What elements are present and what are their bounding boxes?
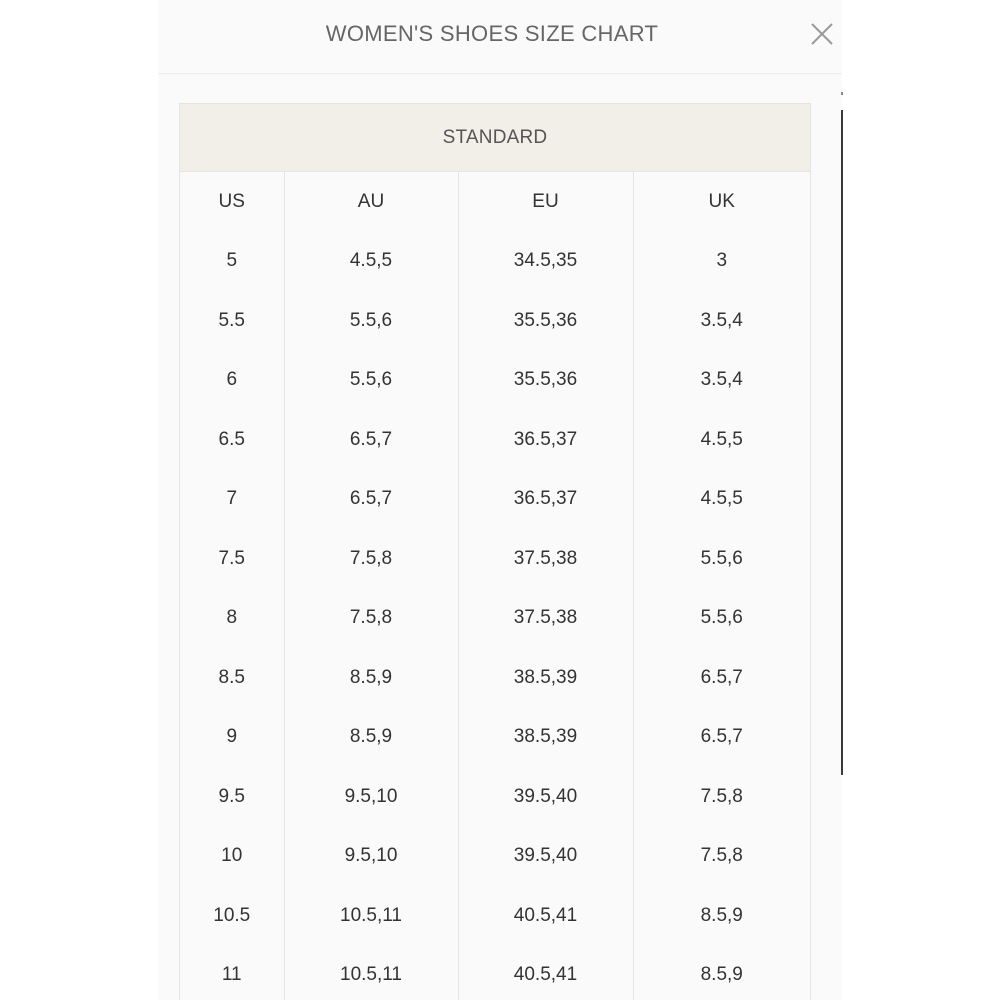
size-cell-au: 9.5,10 bbox=[284, 827, 458, 887]
size-cell-au: 9.5,10 bbox=[284, 767, 458, 827]
size-cell-au: 6.5,7 bbox=[284, 470, 458, 530]
table-row bbox=[180, 886, 810, 946]
size-table bbox=[180, 172, 810, 1000]
size-cell-eu: 37.5,38 bbox=[458, 529, 633, 589]
table-row bbox=[180, 708, 810, 768]
size-cell-us: 8.5 bbox=[218, 666, 245, 688]
size-cell-us: 5.5 bbox=[218, 309, 245, 331]
size-cell-au: 10.5,11 bbox=[284, 946, 458, 1000]
size-cell-eu: 36.5,37 bbox=[458, 470, 633, 530]
standard-group-header: STANDARD bbox=[180, 104, 810, 172]
size-rows bbox=[180, 232, 810, 1000]
table-row bbox=[180, 589, 810, 649]
table-row bbox=[180, 827, 810, 887]
modal-title: WOMEN'S SHOES SIZE CHART bbox=[325, 21, 659, 46]
size-cell-us: 6.5 bbox=[218, 428, 245, 450]
size-cell-uk: 4.5,5 bbox=[633, 410, 810, 470]
close-button[interactable] bbox=[806, 18, 838, 50]
size-cell-eu: 38.5,39 bbox=[458, 648, 633, 708]
close-icon bbox=[806, 18, 838, 50]
size-cell-uk: 6.5,7 bbox=[633, 648, 810, 708]
size-cell-eu: 39.5,40 bbox=[458, 767, 633, 827]
table-row bbox=[180, 470, 810, 530]
size-chart-modal bbox=[158, 0, 842, 1000]
size-cell-uk: 3.5,4 bbox=[633, 291, 810, 351]
size-cell-uk: 3.5,4 bbox=[633, 351, 810, 411]
size-cell-eu: 35.5,36 bbox=[458, 291, 633, 351]
size-cell-au: 10.5,11 bbox=[284, 886, 458, 946]
size-cell-au: 7.5,8 bbox=[284, 529, 458, 589]
modal-header bbox=[158, 0, 842, 74]
table-row bbox=[180, 232, 810, 292]
size-cell-uk: 8.5,9 bbox=[633, 886, 810, 946]
table-row bbox=[180, 946, 810, 1000]
size-cell-eu: 40.5,41 bbox=[458, 946, 633, 1000]
size-cell-us: 10.5 bbox=[213, 904, 251, 926]
size-cell-eu: 37.5,38 bbox=[458, 589, 633, 649]
size-cell-eu: 35.5,36 bbox=[458, 351, 633, 411]
size-cell-us: 9 bbox=[226, 726, 238, 748]
size-cell-us: 7 bbox=[226, 488, 238, 510]
size-cell-us: 11 bbox=[221, 964, 242, 986]
size-cell-uk: 5.5,6 bbox=[633, 529, 810, 589]
size-cell-uk: 7.5,8 bbox=[633, 827, 810, 887]
size-cell-uk: 3 bbox=[633, 232, 810, 292]
size-cell-au: 5.5,6 bbox=[284, 351, 458, 411]
size-cell-au: 5.5,6 bbox=[284, 291, 458, 351]
column-header-us: US bbox=[218, 190, 245, 212]
size-cell-uk: 8.5,9 bbox=[633, 946, 810, 1000]
size-cell-us: 5 bbox=[226, 250, 238, 272]
size-cell-us: 8 bbox=[226, 607, 238, 629]
size-cell-uk: 5.5,6 bbox=[633, 589, 810, 649]
page-scrollbar[interactable] bbox=[841, 110, 843, 775]
size-cell-uk: 7.5,8 bbox=[633, 767, 810, 827]
size-cell-us: 10 bbox=[221, 845, 243, 867]
size-cell-au: 6.5,7 bbox=[284, 410, 458, 470]
table-row bbox=[180, 351, 810, 411]
size-cell-eu: 36.5,37 bbox=[458, 410, 633, 470]
size-cell-uk: 4.5,5 bbox=[633, 470, 810, 530]
size-cell-au: 7.5,8 bbox=[284, 589, 458, 649]
size-table-container bbox=[179, 103, 811, 1000]
size-cell-au: 4.5,5 bbox=[284, 232, 458, 292]
size-cell-us: 7.5 bbox=[218, 547, 245, 569]
column-header-au: AU bbox=[284, 172, 458, 232]
size-cell-eu: 39.5,40 bbox=[458, 827, 633, 887]
size-cell-us: 9.5 bbox=[218, 785, 245, 807]
table-row bbox=[180, 410, 810, 470]
size-cell-eu: 34.5,35 bbox=[458, 232, 633, 292]
size-cell-eu: 38.5,39 bbox=[458, 708, 633, 768]
size-cell-au: 8.5,9 bbox=[284, 708, 458, 768]
table-row bbox=[180, 529, 810, 589]
scroll-marker bbox=[841, 92, 843, 95]
table-row bbox=[180, 291, 810, 351]
size-cell-uk: 6.5,7 bbox=[633, 708, 810, 768]
column-header-uk: UK bbox=[633, 172, 810, 232]
size-cell-au: 8.5,9 bbox=[284, 648, 458, 708]
size-cell-us: 6 bbox=[226, 369, 238, 391]
column-header-row bbox=[180, 172, 810, 232]
table-row bbox=[180, 767, 810, 827]
table-row bbox=[180, 648, 810, 708]
size-cell-eu: 40.5,41 bbox=[458, 886, 633, 946]
column-header-eu: EU bbox=[458, 172, 633, 232]
